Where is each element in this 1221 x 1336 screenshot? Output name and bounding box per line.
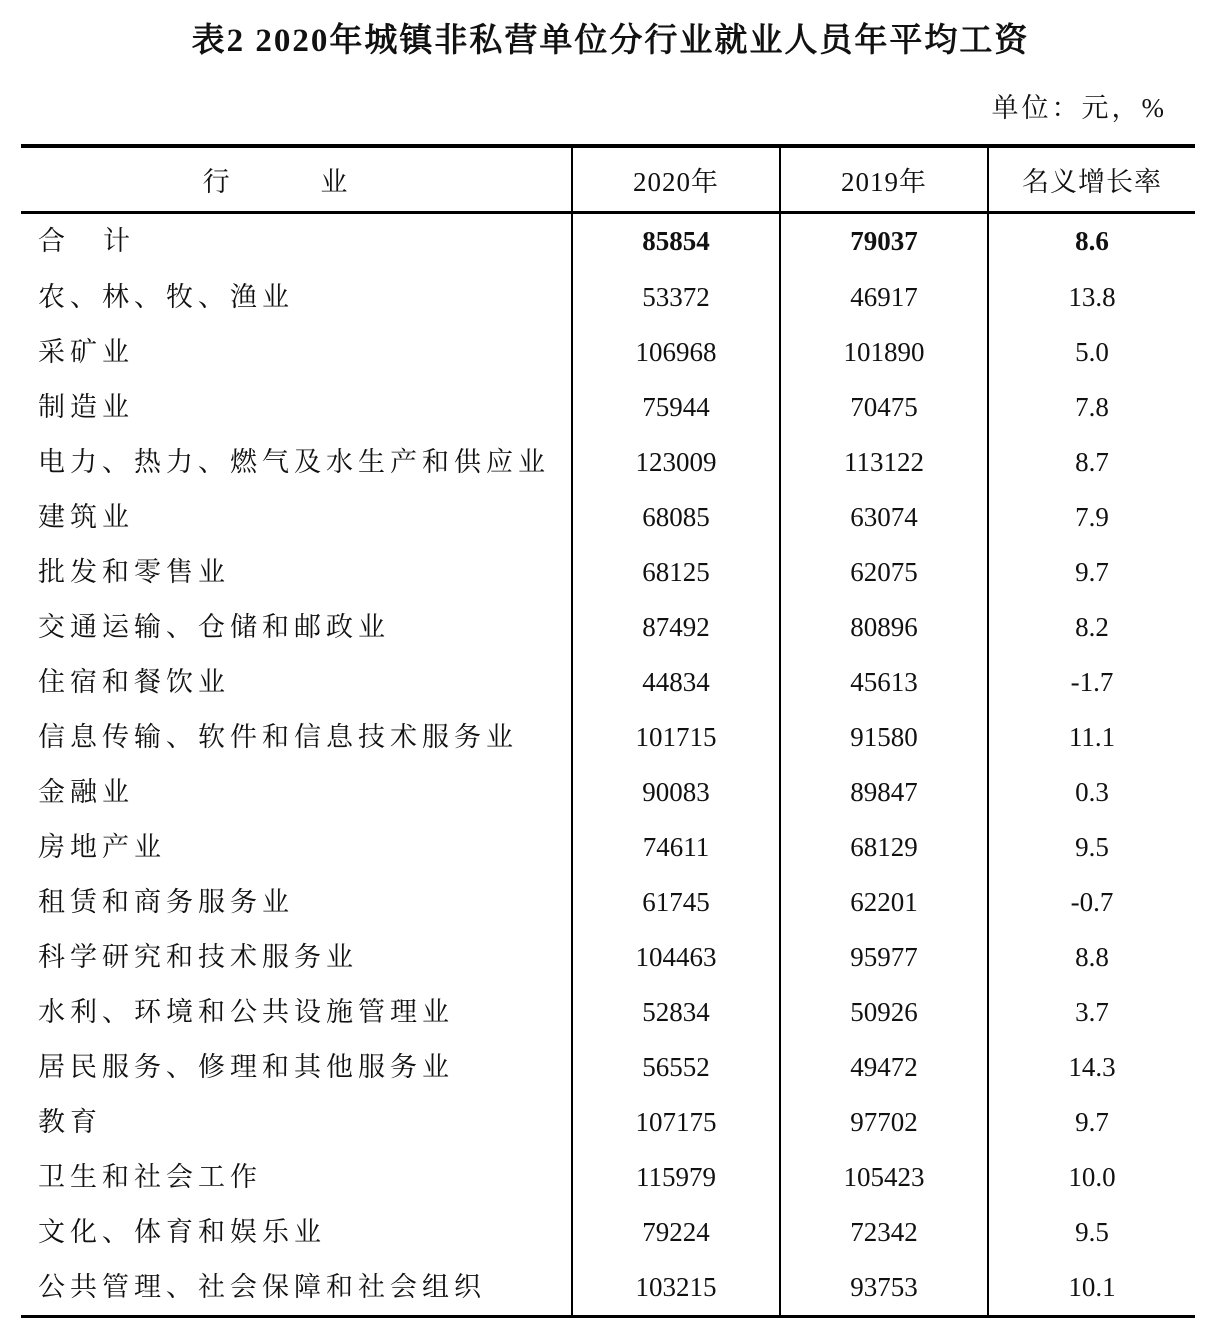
table-row — [21, 655, 1195, 710]
table-row — [21, 1205, 1195, 1260]
wage-2020-cell: 53372 — [572, 270, 780, 325]
growth-cell: 14.3 — [988, 1040, 1195, 1095]
wage-2019-cell: 89847 — [780, 765, 988, 820]
growth-cell: 3.7 — [988, 985, 1195, 1040]
industry-cell: 居民服务、修理和其他服务业 — [38, 1052, 454, 1082]
unit-note: 单位：元，% — [991, 93, 1167, 123]
wage-2019-cell: 70475 — [780, 380, 988, 435]
wage-2020-cell: 107175 — [572, 1095, 780, 1150]
wage-table-container — [21, 144, 1195, 1318]
header-2019: 2019年 — [780, 146, 988, 212]
table-row — [21, 600, 1195, 655]
industry-cell: 水利、环境和公共设施管理业 — [38, 997, 454, 1027]
growth-cell: 10.1 — [988, 1260, 1195, 1317]
wage-2020-cell: 56552 — [572, 1040, 780, 1095]
wage-2019-cell: 72342 — [780, 1205, 988, 1260]
wage-2019-cell: 63074 — [780, 490, 988, 545]
table-row — [21, 1150, 1195, 1205]
header-growth: 名义增长率 — [988, 146, 1195, 212]
growth-cell: -1.7 — [988, 655, 1195, 710]
table-row — [21, 380, 1195, 435]
wage-table — [21, 144, 1195, 1318]
growth-cell: 9.5 — [988, 820, 1195, 875]
wage-2019-cell: 93753 — [780, 1260, 988, 1317]
growth-cell: 7.9 — [988, 490, 1195, 545]
wage-2019-cell: 91580 — [780, 710, 988, 765]
industry-cell: 农、林、牧、渔业 — [38, 282, 294, 312]
growth-cell: 8.8 — [988, 930, 1195, 985]
industry-cell: 信息传输、软件和信息技术服务业 — [38, 722, 518, 752]
growth-cell: 8.7 — [988, 435, 1195, 490]
wage-2019-cell: 113122 — [780, 435, 988, 490]
header-row — [21, 146, 1195, 212]
wage-2019-cell: 62075 — [780, 545, 988, 600]
industry-cell: 合计 — [38, 226, 168, 257]
industry-cell: 金融业 — [38, 777, 134, 807]
industry-cell: 房地产业 — [38, 832, 166, 862]
wage-2019-cell: 46917 — [780, 270, 988, 325]
wage-2020-cell: 74611 — [572, 820, 780, 875]
industry-cell: 文化、体育和娱乐业 — [38, 1217, 326, 1247]
wage-2020-cell: 104463 — [572, 930, 780, 985]
growth-cell: 5.0 — [988, 325, 1195, 380]
wage-2020-cell: 75944 — [572, 380, 780, 435]
wage-2020-cell: 115979 — [572, 1150, 780, 1205]
wage-2020-cell: 79224 — [572, 1205, 780, 1260]
table-row — [21, 270, 1195, 325]
growth-cell: 13.8 — [988, 270, 1195, 325]
growth-cell: 8.6 — [988, 212, 1195, 270]
wage-2020-cell: 68125 — [572, 545, 780, 600]
header-industry: 行 业 — [21, 146, 572, 212]
industry-cell: 教育 — [38, 1107, 102, 1137]
wage-2019-cell: 101890 — [780, 325, 988, 380]
industry-cell: 建筑业 — [38, 502, 134, 532]
table-row — [21, 325, 1195, 380]
wage-2020-cell: 123009 — [572, 435, 780, 490]
industry-cell: 住宿和餐饮业 — [38, 667, 230, 697]
table-title: 表2 2020年城镇非私营单位分行业就业人员年平均工资 — [191, 23, 1030, 59]
industry-cell: 制造业 — [38, 392, 134, 422]
total-row — [21, 212, 1195, 270]
table-row — [21, 875, 1195, 930]
table-row — [21, 930, 1195, 985]
wage-2019-cell: 80896 — [780, 600, 988, 655]
industry-cell: 批发和零售业 — [38, 557, 230, 587]
wage-2019-cell: 79037 — [780, 212, 988, 270]
industry-cell: 电力、热力、燃气及水生产和供应业 — [38, 447, 550, 477]
growth-cell: 9.7 — [988, 545, 1195, 600]
growth-cell: 8.2 — [988, 600, 1195, 655]
wage-2019-cell: 95977 — [780, 930, 988, 985]
growth-cell: 0.3 — [988, 765, 1195, 820]
industry-cell: 采矿业 — [38, 337, 134, 367]
wage-2020-cell: 103215 — [572, 1260, 780, 1317]
wage-2020-cell: 44834 — [572, 655, 780, 710]
table-row — [21, 820, 1195, 875]
wage-2019-cell: 49472 — [780, 1040, 988, 1095]
wage-2020-cell: 61745 — [572, 875, 780, 930]
growth-cell: -0.7 — [988, 875, 1195, 930]
wage-2019-cell: 50926 — [780, 985, 988, 1040]
table-row — [21, 710, 1195, 765]
growth-cell: 9.7 — [988, 1095, 1195, 1150]
wage-2020-cell: 87492 — [572, 600, 780, 655]
growth-cell: 9.5 — [988, 1205, 1195, 1260]
table-row — [21, 985, 1195, 1040]
table-row — [21, 545, 1195, 600]
wage-2019-cell: 105423 — [780, 1150, 988, 1205]
wage-2020-cell: 85854 — [572, 212, 780, 270]
table-row — [21, 435, 1195, 490]
table-row — [21, 1040, 1195, 1095]
growth-cell: 10.0 — [988, 1150, 1195, 1205]
wage-2020-cell: 101715 — [572, 710, 780, 765]
wage-2020-cell: 52834 — [572, 985, 780, 1040]
industry-cell: 交通运输、仓储和邮政业 — [38, 612, 390, 642]
wage-2020-cell: 68085 — [572, 490, 780, 545]
table-row — [21, 1260, 1195, 1317]
industry-cell: 租赁和商务服务业 — [38, 887, 294, 917]
wage-2020-cell: 90083 — [572, 765, 780, 820]
industry-cell: 公共管理、社会保障和社会组织 — [21, 1260, 572, 1317]
table-row — [21, 1095, 1195, 1150]
industry-cell: 卫生和社会工作 — [38, 1162, 262, 1192]
growth-cell: 11.1 — [988, 710, 1195, 765]
growth-cell: 7.8 — [988, 380, 1195, 435]
wage-2019-cell: 97702 — [780, 1095, 988, 1150]
header-2020: 2020年 — [572, 146, 780, 212]
wage-2019-cell: 68129 — [780, 820, 988, 875]
industry-cell: 科学研究和技术服务业 — [38, 942, 358, 972]
wage-2020-cell: 106968 — [572, 325, 780, 380]
table-row — [21, 765, 1195, 820]
wage-2019-cell: 62201 — [780, 875, 988, 930]
table-row — [21, 490, 1195, 545]
wage-2019-cell: 45613 — [780, 655, 988, 710]
